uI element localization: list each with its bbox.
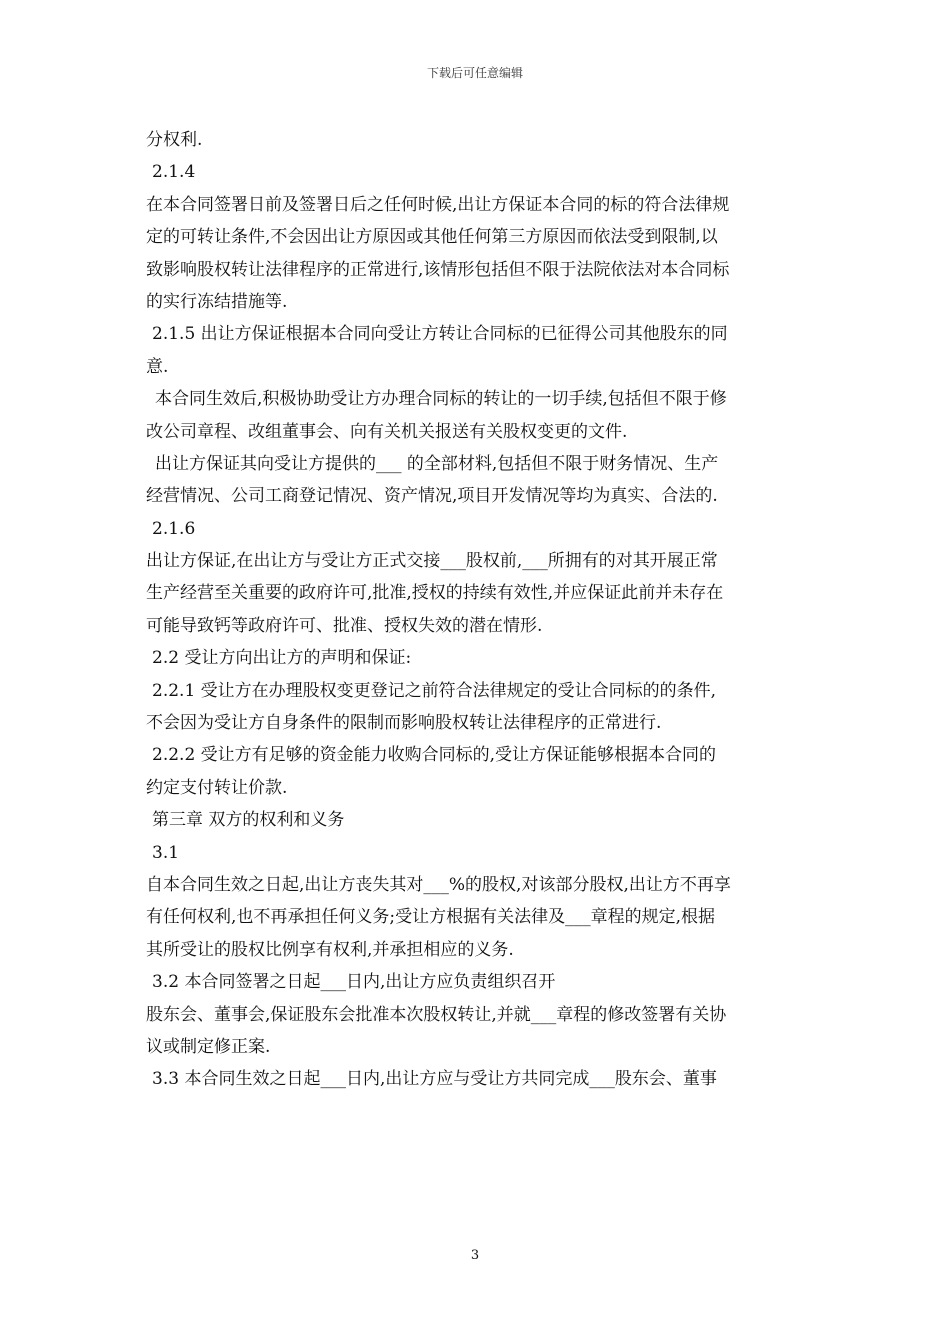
text-line: 2.2 受让方向出让方的声明和保证: [152, 648, 412, 669]
chapter-heading: 第三章 双方的权利和义务 [152, 810, 345, 831]
text-line: 2.1.6 [152, 518, 196, 539]
text-line: 3.3 本合同生效之日起___日内,出让方应与受让方共同完成___股东会、董事 [152, 1069, 717, 1090]
document-body [146, 124, 811, 1096]
text-line: 意. [146, 356, 169, 377]
text-line: 致影响股权转让法律程序的正常进行,该情形包括但不限于法院依法对本合同标 [146, 259, 730, 280]
text-line: 2.2.2 受让方有足够的资金能力收购合同标的,受让方保证能够根据本合同的 [152, 745, 717, 766]
text-line: 的实行冻结措施等. [146, 291, 288, 312]
text-line: 2.1.4 [152, 162, 196, 183]
text-line: 在本合同签署日前及签署日后之任何时候,出让方保证本合同的标的符合法律规 [146, 194, 730, 215]
text-line: 其所受让的股权比例享有权利,并承担相应的义务. [146, 939, 514, 960]
text-line: 2.1.5 出让方保证根据本合同向受让方转让合同标的已征得公司其他股东的同 [152, 324, 728, 345]
text-line: 3.1 [152, 842, 180, 863]
text-line: 生产经营至关重要的政府许可,批准,授权的持续有效性,并应保证此前并未存在 [146, 583, 724, 604]
text-line: 2.2.1 受让方在办理股权变更登记之前符合法律规定的受让合同标的的条件, [152, 680, 717, 701]
text-line: 经营情况、公司工商登记情况、资产情况,项目开发情况等均为真实、合法的. [146, 486, 718, 507]
text-line: 本合同生效后,积极协助受让方办理合同标的转让的一切手续,包括但不限于修 [155, 389, 727, 410]
text-line: 分权利. [146, 130, 203, 150]
text-line: 不会因为受让方自身条件的限制而影响股权转让法律程序的正常进行. [146, 713, 662, 734]
text-line: 股东会、董事会,保证股东会批准本次股权转让,并就___章程的修改签署有关协 [146, 1004, 727, 1025]
text-line: 3.2 本合同签署之日起___日内,出让方应负责组织召开 [152, 972, 556, 993]
page-number: 3 [470, 1248, 480, 1263]
page-header-note: 下载后可任意编辑 [426, 66, 523, 80]
text-line: 有任何权利,也不再承担任何义务;受让方根据有关法律及___章程的规定,根据 [146, 907, 716, 928]
text-line: 出让方保证,在出让方与受让方正式交接___股权前,___所拥有的对其开展正常 [146, 551, 718, 572]
text-line: 定的可转让条件,不会因出让方原因或其他任何第三方原因而依法受到限制,以 [146, 227, 718, 248]
text-line: 出让方保证其向受让方提供的___ 的全部材料,包括但不限于财务情况、生产 [155, 453, 719, 474]
text-line: 改公司章程、改组董事会、向有关机关报送有关股权变更的文件. [146, 421, 628, 442]
text-line: 约定支付转让价款. [146, 777, 288, 798]
text-line: 自本合同生效之日起,出让方丧失其对___%的股权,对该部分股权,出让方不再享 [146, 874, 731, 895]
text-line: 议或制定修正案. [146, 1036, 271, 1057]
text-line: 可能导致钙等政府许可、批准、授权失效的潜在情形. [146, 615, 543, 636]
